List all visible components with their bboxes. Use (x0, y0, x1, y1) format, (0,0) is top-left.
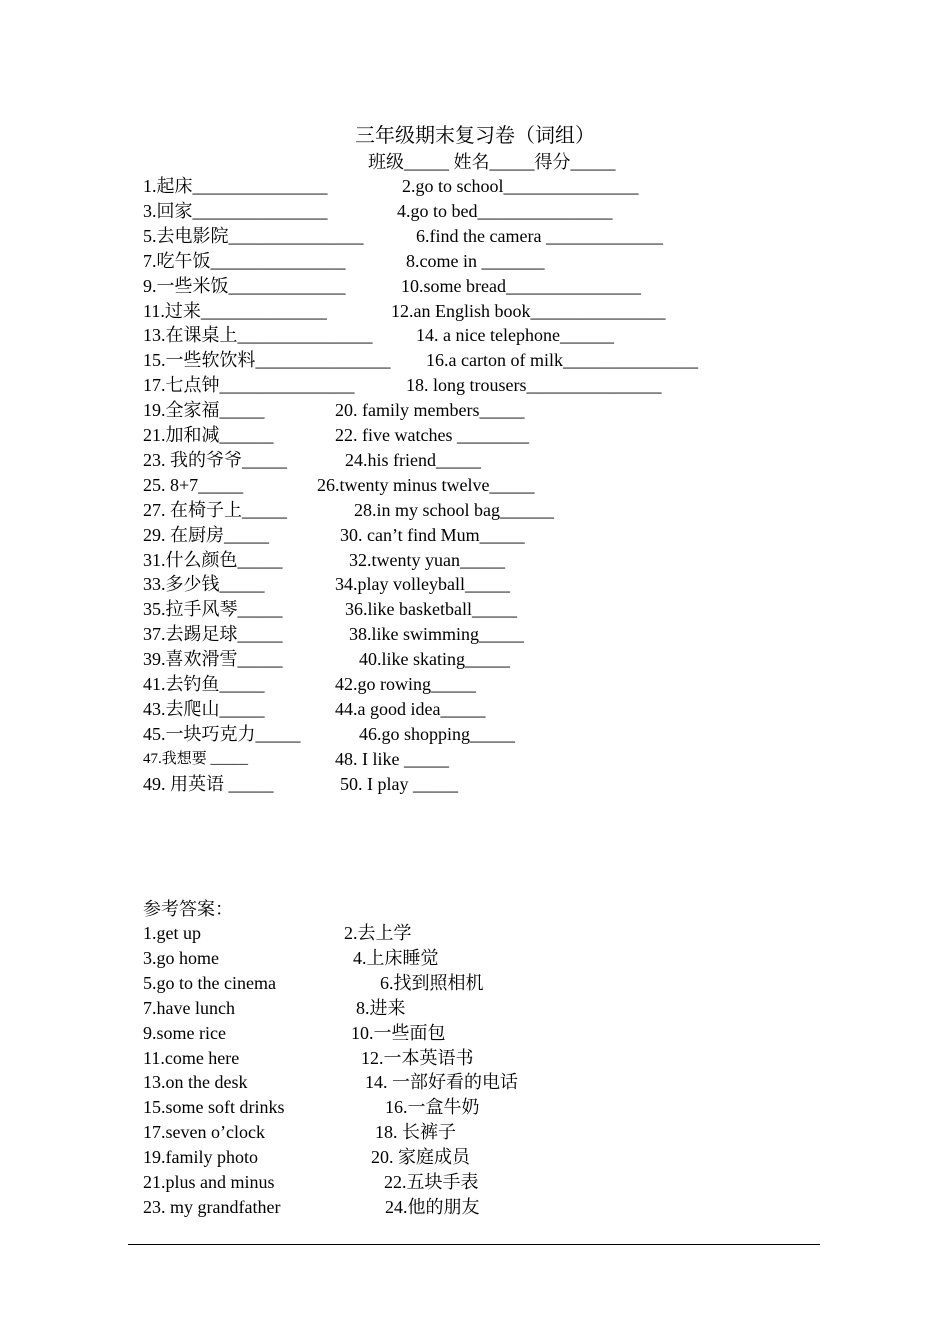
question-left: 35.拉手风琴_____ (143, 599, 283, 620)
question-right: 50. I play _____ (340, 773, 458, 794)
answers-heading: 参考答案： (143, 899, 233, 919)
question-left: 5.去电影院_______________ (143, 225, 364, 246)
question-left: 1.起床_______________ (143, 176, 328, 196)
question-left: 47.我想要 _____ (143, 750, 249, 767)
question-left: 37.去踢足球_____ (143, 624, 283, 645)
question-left: 45.一块巧克力_____ (143, 723, 301, 744)
question-right: 24.his friend_____ (345, 449, 481, 470)
question-left: 15.一些软饮料_______________ (143, 350, 391, 371)
question-right: 22. five watches ________ (335, 425, 529, 445)
answer-right: 16.一盒牛奶 (385, 1097, 480, 1118)
answer-left: 7.have lunch (143, 997, 235, 1018)
question-left: 11.过来______________ (143, 300, 327, 321)
answer-left: 5.go to the cinema (143, 972, 276, 993)
student-info-line: 班级_____ 姓名_____得分_____ (368, 152, 616, 172)
answer-right: 10.一些面包 (351, 1022, 446, 1043)
answer-right: 2.去上学 (344, 923, 412, 943)
question-right: 12.an English book_______________ (391, 300, 666, 321)
answer-left: 13.on the desk (143, 1072, 248, 1093)
question-right: 14. a nice telephone______ (416, 325, 614, 346)
page-title: 三年级期末复习卷（词组） (355, 125, 595, 147)
question-right: 10.some bread_______________ (401, 275, 641, 296)
question-left: 49. 用英语 _____ (143, 773, 274, 794)
question-right: 28.in my school bag______ (354, 499, 554, 520)
question-right: 26.twenty minus twelve_____ (317, 474, 535, 495)
question-right: 8.come in _______ (406, 250, 545, 271)
answer-right: 6.找到照相机 (380, 972, 484, 993)
question-left: 41.去钓鱼_____ (143, 674, 265, 694)
question-right: 46.go shopping_____ (359, 723, 516, 744)
question-right: 30. can’t find Mum_____ (340, 524, 525, 545)
question-right: 48. I like _____ (335, 748, 449, 769)
question-right: 2.go to school_______________ (402, 176, 639, 196)
question-left: 31.什么颜色_____ (143, 549, 283, 570)
answer-left: 9.some rice (143, 1022, 226, 1043)
question-left: 9.一些米饭_____________ (143, 275, 346, 296)
question-left: 25. 8+7_____ (143, 474, 244, 495)
question-right: 34.play volleyball_____ (335, 574, 510, 595)
answer-right: 12.一本英语书 (361, 1047, 474, 1068)
answer-left: 1.get up (143, 923, 201, 943)
question-left: 17.七点钟_______________ (143, 375, 355, 396)
answer-right: 20. 家庭成员 (371, 1147, 470, 1168)
question-right: 36.like basketball_____ (345, 599, 517, 620)
question-left: 3.回家_______________ (143, 200, 328, 221)
question-left: 13.在课桌上_______________ (143, 325, 373, 346)
answer-right: 14. 一部好看的电话 (365, 1072, 518, 1093)
question-left: 29. 在厨房_____ (143, 524, 269, 545)
answer-left: 3.go home (143, 947, 219, 968)
question-right: 32.twenty yuan_____ (349, 549, 505, 570)
answer-right: 18. 长裤子 (375, 1122, 456, 1143)
question-left: 7.吃午饭_______________ (143, 250, 346, 271)
question-right: 20. family members_____ (335, 400, 525, 421)
answer-right: 24.他的朋友 (385, 1196, 480, 1217)
question-right: 38.like swimming_____ (349, 624, 524, 645)
answer-right: 22.五块手表 (384, 1172, 479, 1192)
question-left: 21.加和减______ (143, 425, 274, 445)
question-left: 43.去爬山_____ (143, 698, 265, 719)
question-right: 4.go to bed_______________ (397, 200, 613, 221)
answer-right: 4.上床睡觉 (353, 947, 439, 968)
question-right: 42.go rowing_____ (335, 674, 476, 694)
question-right: 40.like skating_____ (359, 649, 510, 670)
question-right: 6.find the camera _____________ (416, 225, 663, 246)
question-right: 18. long trousers_______________ (406, 375, 662, 396)
question-left: 33.多少钱_____ (143, 574, 265, 595)
answer-left: 19.family photo (143, 1147, 258, 1168)
question-right: 16.a carton of milk_______________ (426, 350, 698, 371)
answer-right: 8.进来 (356, 997, 406, 1018)
question-left: 27. 在椅子上_____ (143, 499, 287, 520)
answer-left: 17.seven o’clock (143, 1122, 265, 1143)
answer-left: 21.plus and minus (143, 1172, 275, 1192)
question-left: 39.喜欢滑雪_____ (143, 649, 283, 670)
answer-left: 11.come here (143, 1047, 240, 1068)
answer-left: 23. my grandfather (143, 1196, 281, 1217)
question-left: 23. 我的爷爷_____ (143, 449, 287, 470)
footer-divider (128, 1244, 820, 1245)
answer-left: 15.some soft drinks (143, 1097, 285, 1118)
question-left: 19.全家福_____ (143, 400, 265, 421)
question-right: 44.a good idea_____ (335, 698, 486, 719)
